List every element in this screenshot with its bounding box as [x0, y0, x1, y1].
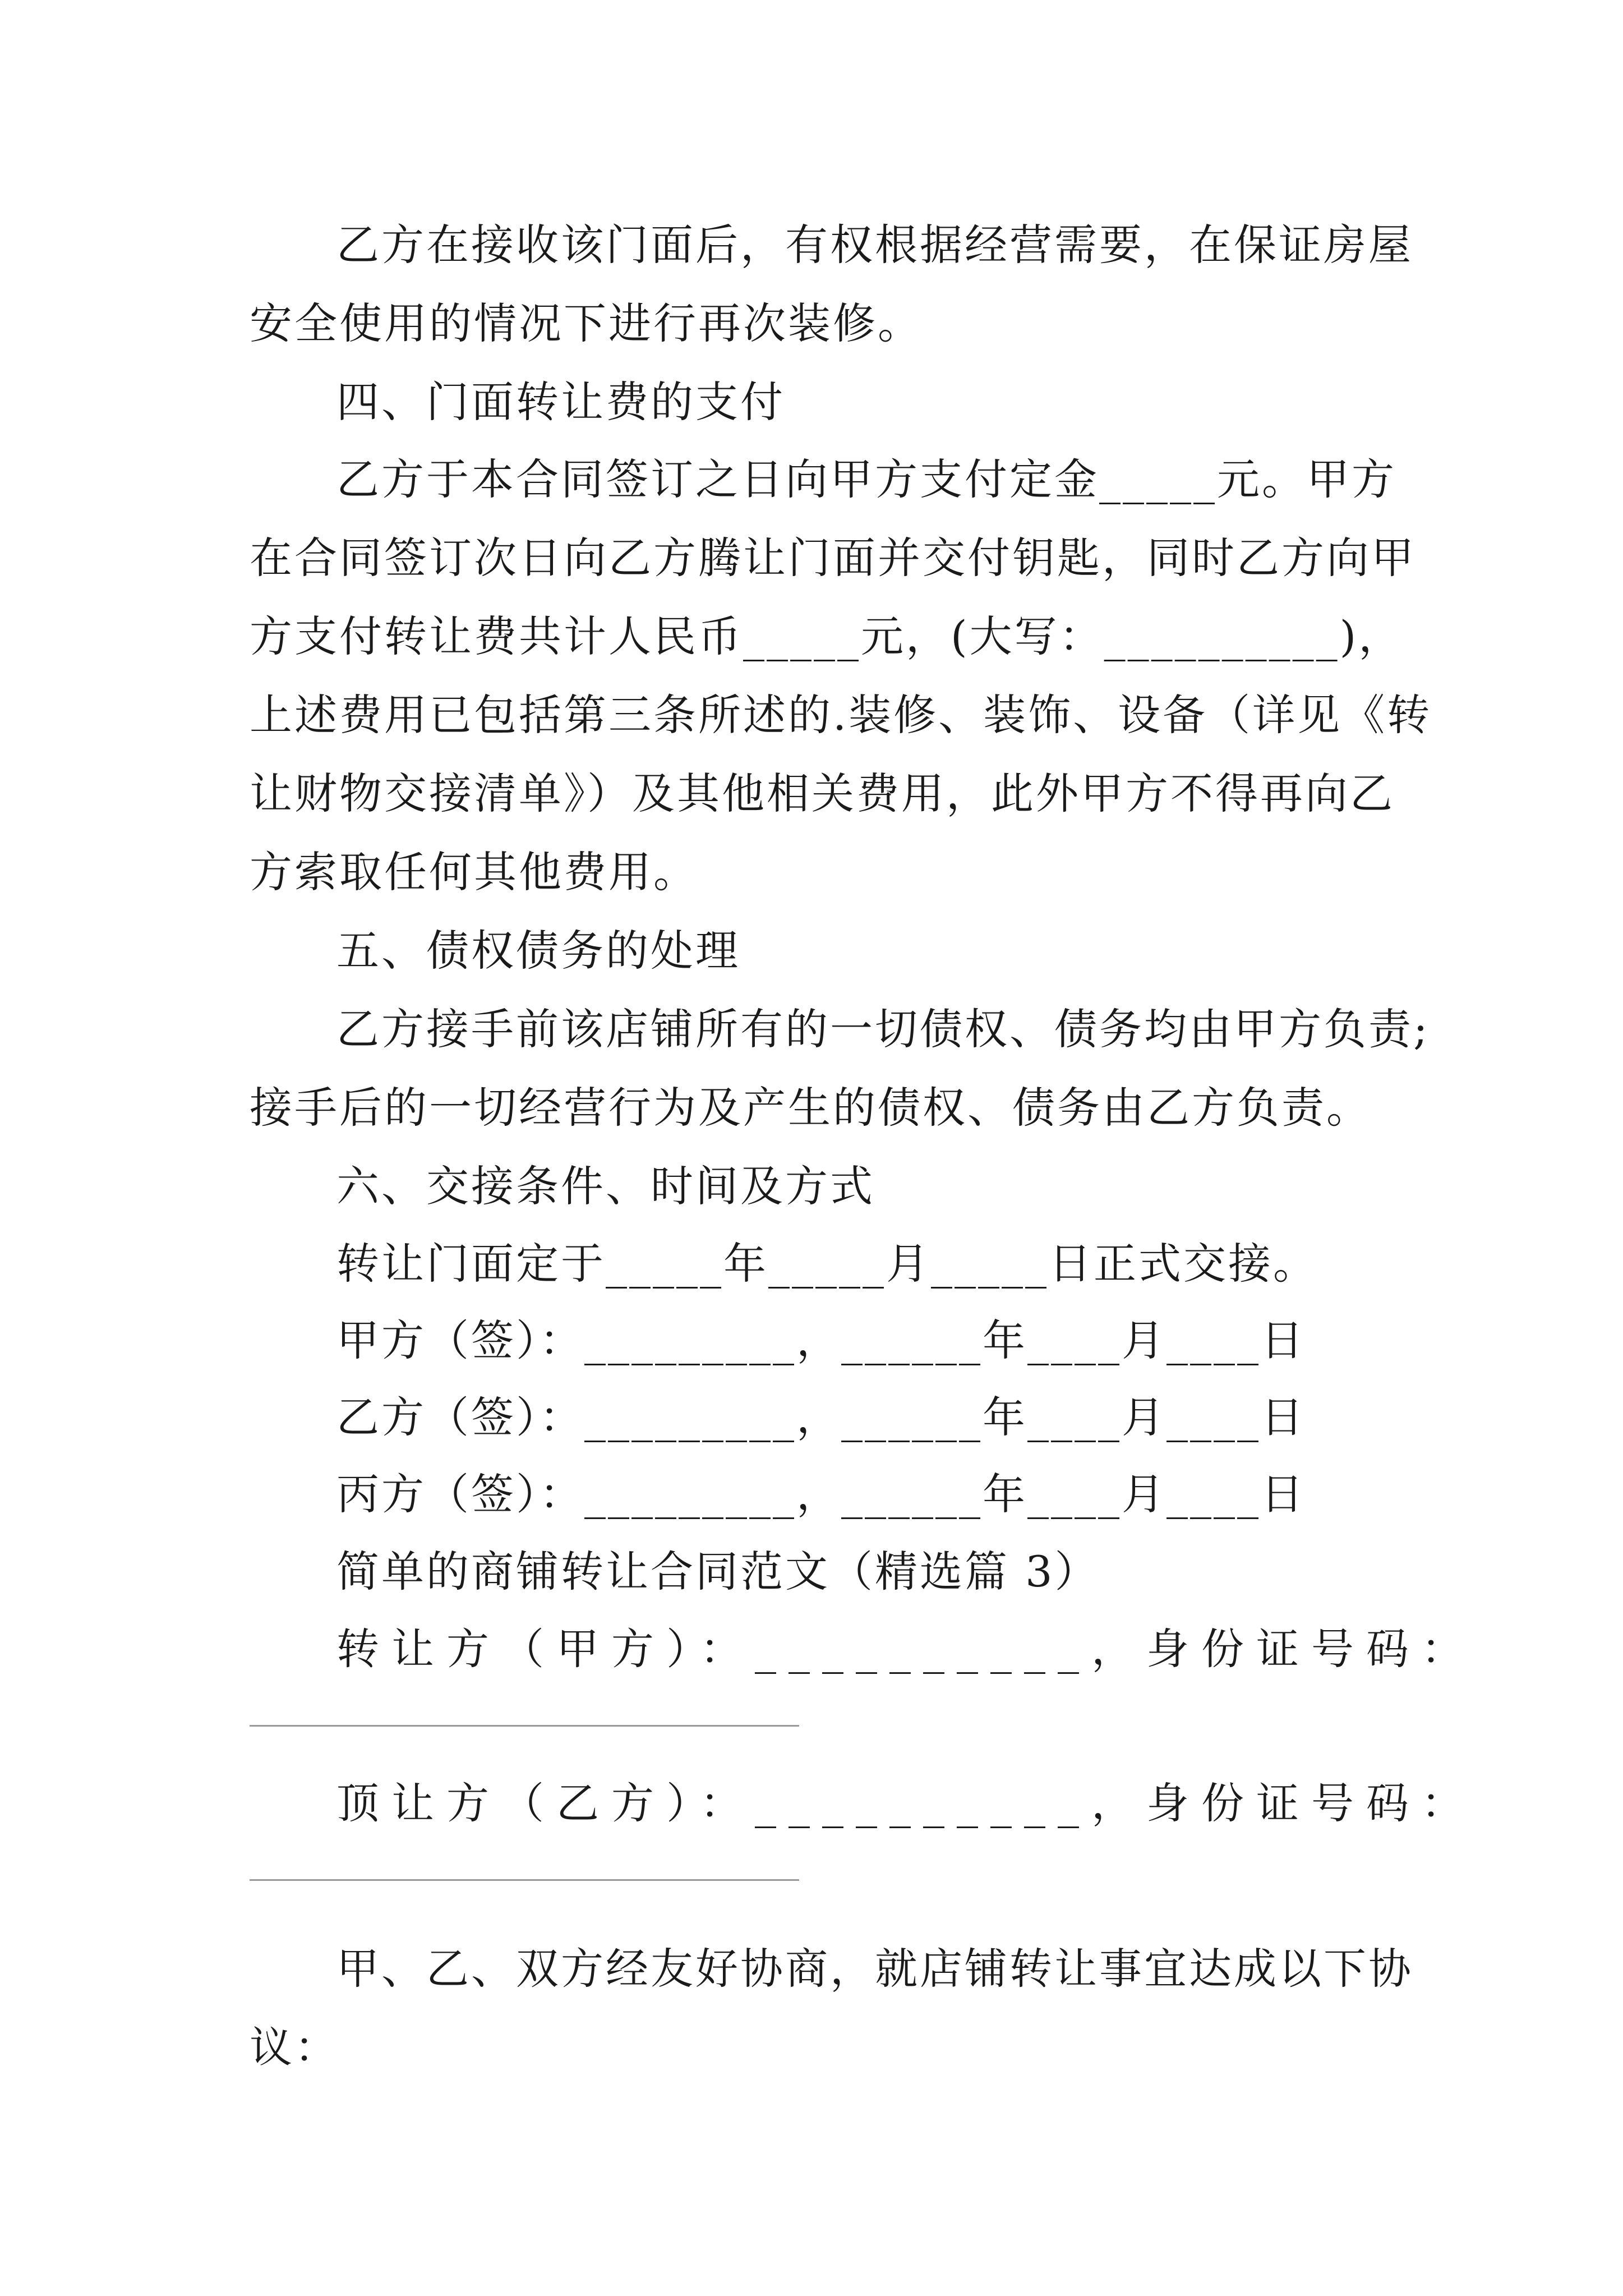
section-heading: 六、交接条件、时间及方式 — [336, 1161, 875, 1211]
paragraph-line: 乙方在接收该门面后，有权根据经营需要，在保证房屋 — [336, 220, 1413, 270]
section-title: 简单的商铺转让合同范文（精选篇 3） — [336, 1547, 1100, 1596]
section-heading: 五、债权债务的处理 — [336, 926, 740, 976]
paragraph-line: 方支付转让费共计人民币_____元，(大写：__________)， — [250, 611, 1404, 661]
transferee-line: 顶让方（乙方）：__________，身份证号码： — [336, 1778, 1476, 1828]
paragraph-line: 议： — [250, 2022, 339, 2072]
paragraph-line: 方索取任何其他费用。 — [250, 847, 698, 897]
paragraph-line: 乙方接手前该店铺所有的一切债权、债务均由甲方负责; — [336, 1004, 1430, 1054]
paragraph-line: 转让门面定于_____年_____月_____日正式交接。 — [336, 1239, 1318, 1289]
paragraph-line: 上述费用已包括第三条所述的.装修、装饰、设备（详见《转 — [250, 690, 1432, 740]
paragraph-line: 在合同签订次日向乙方腾让门面并交付钥匙，同时乙方向甲 — [250, 533, 1416, 583]
blank-rule — [250, 1879, 799, 1881]
paragraph-line: 接手后的一切经营行为及产生的债权、债务由乙方负责。 — [250, 1083, 1371, 1133]
paragraph-line: 安全使用的情况下进行再次装修。 — [250, 298, 923, 348]
paragraph-line: 让财物交接清单》）及其他相关费用，此外甲方不得再向乙 — [250, 769, 1395, 818]
section-heading: 四、门面转让费的支付 — [336, 377, 785, 427]
signature-line-party-c: 丙方（签）：_________，______年____月____日 — [336, 1469, 1306, 1519]
signature-line-party-a: 甲方（签）：_________，______年____月____日 — [336, 1315, 1306, 1365]
blank-rule — [250, 1725, 799, 1727]
transferor-line: 转让方（甲方）：__________，身份证号码： — [336, 1624, 1476, 1674]
paragraph-line: 甲、乙、双方经友好协商，就店铺转让事宜达成以下协 — [336, 1944, 1413, 1994]
signature-line-party-b: 乙方（签）：_________，______年____月____日 — [336, 1392, 1306, 1442]
paragraph-line: 乙方于本合同签订之日向甲方支付定金_____元。甲方 — [336, 454, 1396, 504]
